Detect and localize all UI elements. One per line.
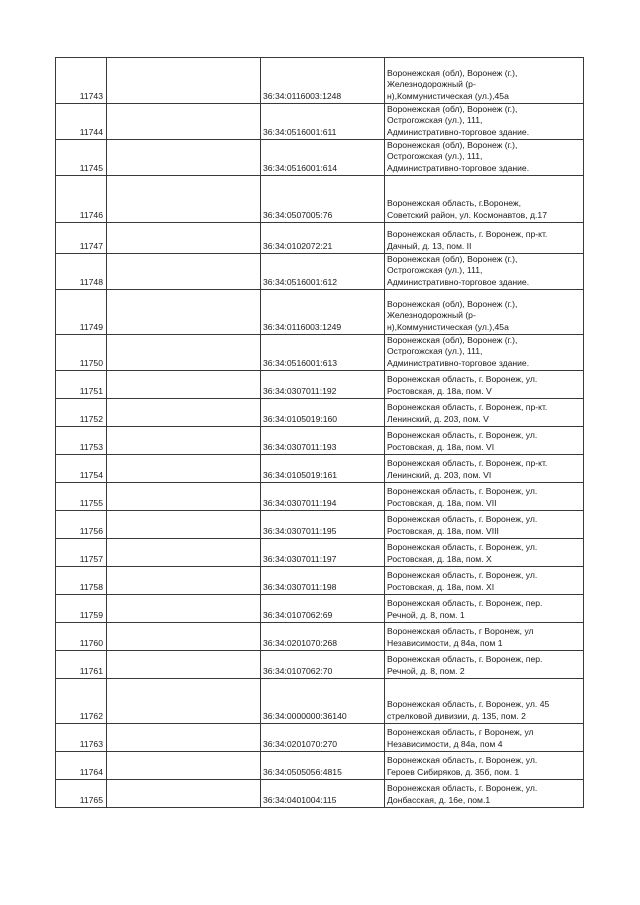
address-cell: Воронежская область, г. Воронеж, пер. Речной, д. 8, пом. 1 xyxy=(385,595,584,623)
address-cell: Воронежская область, г. Воронеж, ул. 45 стрелковой дивизии, д. 135, пом. 2 xyxy=(385,679,584,724)
empty-cell xyxy=(107,623,261,651)
table-row xyxy=(56,539,584,567)
empty-cell xyxy=(107,455,261,483)
cadastral-number-cell: 36:34:0105019:160 xyxy=(261,399,385,427)
record-number-cell: 11760 xyxy=(56,623,107,651)
cadastral-number-cell: 36:34:0307011:197 xyxy=(261,539,385,567)
cadastral-number-cell: 36:34:0507005:76 xyxy=(261,176,385,223)
address-cell: Воронежская (обл), Воронеж (г.), Острогожская (ул.), 111, Административно-торговое здание. xyxy=(385,104,584,140)
table-row xyxy=(56,223,584,254)
address-cell: Воронежская область, г.Воронеж, Советский район, ул. Космонавтов, д.17 xyxy=(385,176,584,223)
address-cell: Воронежская область, г. Воронеж, ул. Ростовская, д. 18а, пом. XI xyxy=(385,567,584,595)
empty-cell xyxy=(107,679,261,724)
record-number-cell: 11762 xyxy=(56,679,107,724)
table-row xyxy=(56,511,584,539)
cadastral-number-cell: 36:34:0516001:614 xyxy=(261,140,385,176)
address-cell: Воронежская область, г. Воронеж, ул. Героев Сибиряков, д. 35б, пом. 1 xyxy=(385,752,584,780)
cadastral-number-cell: 36:34:0102072:21 xyxy=(261,223,385,254)
cadastral-number-cell: 36:34:0116003:1248 xyxy=(261,58,385,104)
cadastral-number-cell: 36:34:0307011:193 xyxy=(261,427,385,455)
empty-cell xyxy=(107,140,261,176)
cadastral-number-cell: 36:34:0307011:194 xyxy=(261,483,385,511)
address-cell: Воронежская область, г. Воронеж, пер. Речной, д. 8, пом. 2 xyxy=(385,651,584,679)
cadastral-number-cell: 36:34:0107062:69 xyxy=(261,595,385,623)
empty-cell xyxy=(107,651,261,679)
address-cell: Воронежская область, г. Воронеж, ул. Ростовская, д. 18а, пом. VIII xyxy=(385,511,584,539)
record-number-cell: 11752 xyxy=(56,399,107,427)
record-number-cell: 11758 xyxy=(56,567,107,595)
table-row xyxy=(56,595,584,623)
cadastral-number-cell: 36:34:0105019:161 xyxy=(261,455,385,483)
empty-cell xyxy=(107,58,261,104)
table-row xyxy=(56,455,584,483)
record-number-cell: 11743 xyxy=(56,58,107,104)
address-cell: Воронежская область, г. Воронеж, ул. Ростовская, д. 18а, пом. V xyxy=(385,371,584,399)
empty-cell xyxy=(107,371,261,399)
cadastral-number-cell: 36:34:0516001:612 xyxy=(261,254,385,290)
empty-cell xyxy=(107,176,261,223)
address-cell: Воронежская (обл), Воронеж (г.), Железнодорожный (р- н),Коммунистическая (ул.),45а xyxy=(385,58,584,104)
table-row xyxy=(56,399,584,427)
empty-cell xyxy=(107,399,261,427)
record-number-cell: 11761 xyxy=(56,651,107,679)
record-number-cell: 11746 xyxy=(56,176,107,223)
record-number-cell: 11745 xyxy=(56,140,107,176)
table-row xyxy=(56,290,584,335)
record-number-cell: 11754 xyxy=(56,455,107,483)
table-row xyxy=(56,371,584,399)
table-row xyxy=(56,567,584,595)
address-cell: Воронежская область, г. Воронеж, ул. Ростовская, д. 18а, пом. X xyxy=(385,539,584,567)
empty-cell xyxy=(107,595,261,623)
empty-cell xyxy=(107,483,261,511)
cadastral-number-cell: 36:34:0307011:198 xyxy=(261,567,385,595)
address-cell: Воронежская (обл), Воронеж (г.), Железнодорожный (р- н),Коммунистическая (ул.),45а xyxy=(385,290,584,335)
table-row xyxy=(56,335,584,371)
table-row xyxy=(56,58,584,104)
empty-cell xyxy=(107,223,261,254)
record-number-cell: 11751 xyxy=(56,371,107,399)
cadastral-table xyxy=(55,57,584,808)
record-number-cell: 11747 xyxy=(56,223,107,254)
record-number-cell: 11764 xyxy=(56,752,107,780)
empty-cell xyxy=(107,511,261,539)
record-number-cell: 11755 xyxy=(56,483,107,511)
table-row xyxy=(56,254,584,290)
cadastral-number-cell: 36:34:0307011:195 xyxy=(261,511,385,539)
table-row xyxy=(56,780,584,808)
table-row xyxy=(56,104,584,140)
table-row xyxy=(56,752,584,780)
table-row xyxy=(56,623,584,651)
cadastral-number-cell: 36:34:0516001:613 xyxy=(261,335,385,371)
empty-cell xyxy=(107,724,261,752)
empty-cell xyxy=(107,780,261,808)
empty-cell xyxy=(107,427,261,455)
record-number-cell: 11750 xyxy=(56,335,107,371)
record-number-cell: 11753 xyxy=(56,427,107,455)
cadastral-number-cell: 36:34:0000000:36140 xyxy=(261,679,385,724)
address-cell: Воронежская область, г. Воронеж, пр-кт. Ленинский, д. 203, пом. V xyxy=(385,399,584,427)
address-cell: Воронежская область, г Воронеж, ул Независимости, д 84а, пом 1 xyxy=(385,623,584,651)
address-cell: Воронежская область, г Воронеж, ул Независимости, д 84а, пом 4 xyxy=(385,724,584,752)
table-row xyxy=(56,679,584,724)
cadastral-number-cell: 36:34:0201070:270 xyxy=(261,724,385,752)
cadastral-number-cell: 36:34:0505056:4815 xyxy=(261,752,385,780)
cadastral-number-cell: 36:34:0201070:268 xyxy=(261,623,385,651)
address-cell: Воронежская (обл), Воронеж (г.), Острогожская (ул.), 111, Административно-торговое здание. xyxy=(385,254,584,290)
address-cell: Воронежская область, г. Воронеж, ул. Ростовская, д. 18а, пом. VI xyxy=(385,427,584,455)
cadastral-number-cell: 36:34:0516001:611 xyxy=(261,104,385,140)
cadastral-number-cell: 36:34:0401004:115 xyxy=(261,780,385,808)
empty-cell xyxy=(107,335,261,371)
table-row xyxy=(56,483,584,511)
table-row xyxy=(56,176,584,223)
empty-cell xyxy=(107,254,261,290)
record-number-cell: 11763 xyxy=(56,724,107,752)
record-number-cell: 11765 xyxy=(56,780,107,808)
address-cell: Воронежская (обл), Воронеж (г.), Острогожская (ул.), 111, Административно-торговое здание. xyxy=(385,140,584,176)
empty-cell xyxy=(107,752,261,780)
record-number-cell: 11744 xyxy=(56,104,107,140)
table-row xyxy=(56,651,584,679)
cadastral-number-cell: 36:34:0107062:70 xyxy=(261,651,385,679)
record-number-cell: 11748 xyxy=(56,254,107,290)
empty-cell xyxy=(107,539,261,567)
address-cell: Воронежская (обл), Воронеж (г.), Острогожская (ул.), 111, Административно-торговое здание. xyxy=(385,335,584,371)
empty-cell xyxy=(107,104,261,140)
table-body xyxy=(56,58,584,808)
record-number-cell: 11756 xyxy=(56,511,107,539)
table-row xyxy=(56,140,584,176)
address-cell: Воронежская область, г. Воронеж, пр-кт. Дачный, д. 13, пом. II xyxy=(385,223,584,254)
record-number-cell: 11749 xyxy=(56,290,107,335)
address-cell: Воронежская область, г. Воронеж, ул. Донбасская, д. 16е, пом.1 xyxy=(385,780,584,808)
address-cell: Воронежская область, г. Воронеж, пр-кт. Ленинский, д. 203, пом. VI xyxy=(385,455,584,483)
empty-cell xyxy=(107,290,261,335)
record-number-cell: 11757 xyxy=(56,539,107,567)
cadastral-number-cell: 36:34:0307011:192 xyxy=(261,371,385,399)
cadastral-number-cell: 36:34:0116003:1249 xyxy=(261,290,385,335)
empty-cell xyxy=(107,567,261,595)
table-row xyxy=(56,427,584,455)
record-number-cell: 11759 xyxy=(56,595,107,623)
address-cell: Воронежская область, г. Воронеж, ул. Ростовская, д. 18а, пом. VII xyxy=(385,483,584,511)
table-row xyxy=(56,724,584,752)
